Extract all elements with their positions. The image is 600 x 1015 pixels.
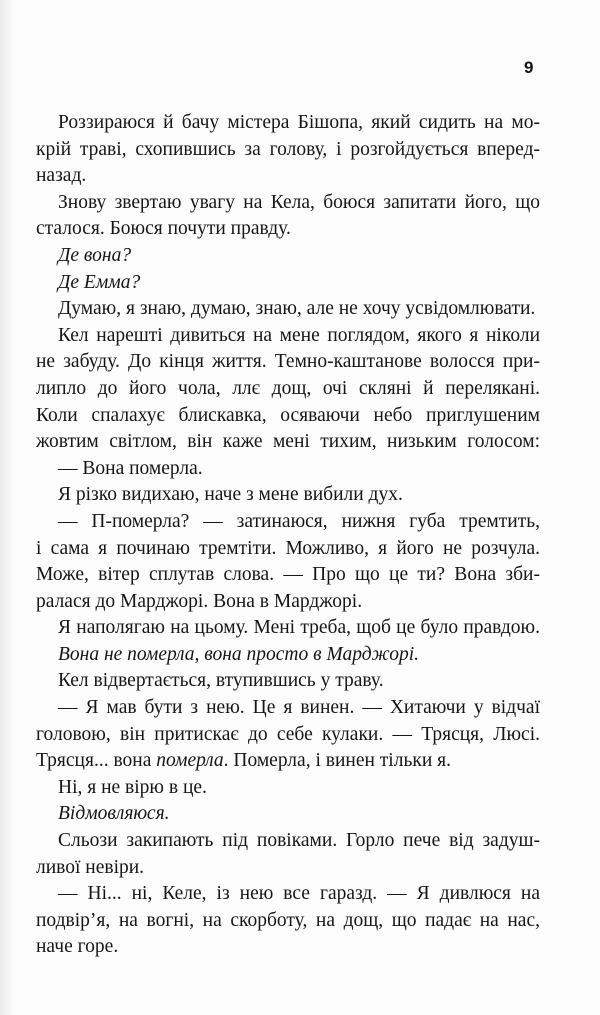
text-line: липло до його чола, ллє дощ, очі скляні й перелякані. [36,377,540,399]
text-line: назад. [36,165,87,187]
text-line: і сама я починаю тремтіти. Можливо, я його не розчула. [36,537,540,559]
text-line: Знову звертаю увагу на Кела, боюся запитати його, що [58,191,540,213]
text-line: — Я мав бути з нею. Це я винен. — Хитаючи у відчаї [58,697,540,719]
text-line: Кел відвертається, втупившись у траву. [58,670,384,692]
text-line: — Вона померла. [58,457,203,479]
text-line: жовтим світлом, він каже мені тихим, низьким голосом: [36,431,540,453]
text-line: Я наполягаю на цьому. Мені треба, щоб це було правдою. [58,617,540,639]
text-line: Думаю, я знаю, думаю, знаю, але не хочу усвідомлювати. [58,298,536,320]
text-line: Сльози закипають під повіками. Горло пече від задуш- [58,830,540,852]
text-line: — П-померла? — затинаюся, нижня губа тремтить, [58,510,540,532]
body-text [36,110,540,961]
text-run: . Померла, і винен тільки я. [223,750,451,772]
text-line: не забуду. До кінця життя. Темно-каштанове волосся при- [36,351,540,373]
text-line: Я різко видихаю, наче з мене вибили дух. [58,484,403,506]
text-line: ралася до Марджорі. Вона в Марджорі. [36,590,363,612]
text-line: Де вона? [58,244,132,266]
text-line: Де Емма? [58,271,141,293]
scan-shadow [0,0,14,1015]
text-line: подвір’я, на вогні, на скорботу, на дощ, що падає на нас, [36,909,540,931]
text-line: сталося. Боюся почути правду. [36,218,291,240]
text-run: Трясця... вона [36,750,157,772]
text-line: Може, вітер сплутав слова. — Про що це ти? Вона зби- [36,564,540,586]
text-line: Роззираюся й бачу містера Бішопа, який сидить на мо- [58,112,540,133]
text-line: крій траві, схопившись за голову, і розгойдується вперед- [36,138,540,160]
text-line: Вона не померла, вона просто в Марджорі. [58,643,419,665]
text-line: Відмовляюся. [58,803,170,825]
text-line: — Ні... ні, Келе, із нею все гаразд. — Я дивлюся на [58,883,540,905]
text-line: Кел нарешті дивиться на мене поглядом, якого я ніколи [58,324,540,346]
text-line: Коли спалахує блискавка, осяваючи небо приглушеним [36,404,540,426]
text-line: ливої невіри. [36,856,145,878]
text-line: головою, він притискає до себе кулаки. — Трясця, Люсі. [36,723,540,745]
text-line: Ні, я не вірю в це. [58,776,207,798]
text-line [36,748,540,775]
emphasis-text: померла [156,750,224,772]
text-line: наче горе. [36,936,119,958]
page-number: 9 [524,58,534,77]
